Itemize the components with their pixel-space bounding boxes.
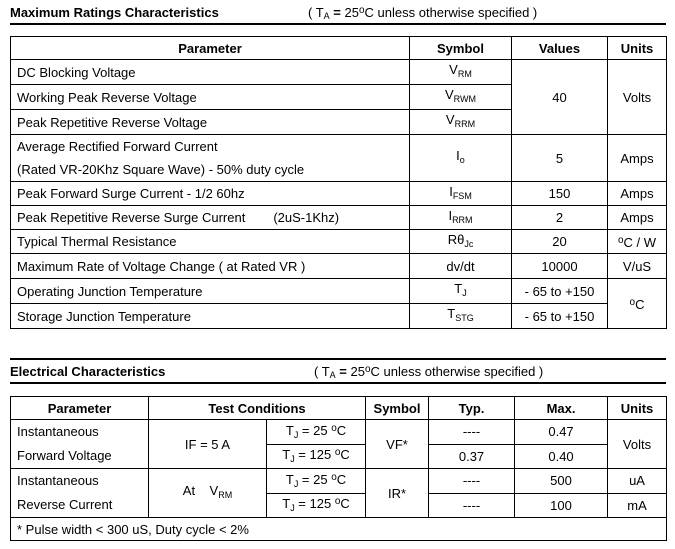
typ-cell: ----: [429, 469, 515, 494]
table-row: [11, 206, 667, 230]
max-ratings-rule: [10, 23, 666, 25]
symbol-cell: $V_{RM}$: [410, 60, 512, 85]
col-test-conditions: Test Conditions: [149, 397, 366, 420]
temp-cell: $T_J = 25$ $^o$C: [267, 469, 366, 494]
max-ratings-condition: ( TA = 25$^o$C unless otherwise specified ): [308, 5, 538, 21]
symbol-cell: $V_{RRM}$: [410, 110, 512, 135]
param-cell: Typical Thermal Resistance: [11, 230, 410, 254]
table-row: [11, 420, 667, 445]
footnote-row: [11, 518, 667, 541]
table-row: [11, 60, 667, 85]
footnote: * Pulse width < 300 uS, Duty cycle < 2%: [11, 518, 667, 541]
param-cell: Operating Junction Temperature: [11, 279, 410, 304]
symbol-cell-ir: IR*: [366, 469, 429, 518]
value-cell-voltage: 40: [512, 60, 608, 135]
symbol-cell: $R\theta_{Jc}$: [410, 230, 512, 254]
value-cell: 2: [512, 206, 608, 230]
col-parameter: Parameter: [11, 397, 149, 420]
max-cell: 0.47: [515, 420, 608, 445]
max-ratings-title: Maximum Ratings Characteristics: [10, 5, 219, 20]
typ-cell: 0.37: [429, 444, 515, 469]
unit-cell: Amps: [608, 135, 667, 182]
symbol-cell-vf: VF*: [366, 420, 429, 469]
max-ratings-header: [10, 5, 666, 21]
table-row: [11, 469, 667, 494]
param-cell: DC Blocking Voltage: [11, 60, 410, 85]
electrical-title: Electrical Characteristics: [10, 364, 166, 379]
col-typ: Typ.: [429, 397, 515, 420]
electrical-header-row: [11, 397, 667, 420]
symbol-cell: dv/dt: [410, 254, 512, 279]
electrical-top-rule: [10, 358, 666, 360]
col-symbol: Symbol: [410, 37, 512, 60]
col-max: Max.: [515, 397, 608, 420]
electrical-table: [10, 396, 667, 541]
max-ratings-header-row: [11, 37, 667, 60]
value-cell: - 65 to +150: [512, 304, 608, 329]
unit-cell-temp: $^o$C: [608, 279, 667, 329]
typ-cell: ----: [429, 420, 515, 445]
max-cell: 100: [515, 493, 608, 518]
value-cell: 5: [512, 135, 608, 182]
param-cell: Maximum Rate of Voltage Change ( at Rated VR ): [11, 254, 410, 279]
param-cell: Storage Junction Temperature: [11, 304, 410, 329]
temp-cell: $T_J = 125$ $^o$C: [267, 493, 366, 518]
value-cell: 10000: [512, 254, 608, 279]
symbol-cell: $T_{STG}$: [410, 304, 512, 329]
col-values: Values: [512, 37, 608, 60]
unit-cell: $^o$C / W: [608, 230, 667, 254]
col-symbol: Symbol: [366, 397, 429, 420]
col-units: Units: [608, 397, 667, 420]
param-cell: Average Rectified Forward Current (Rated VR-20Khz Square Wave) - 50% duty cycle: [11, 135, 410, 182]
table-row: [11, 279, 667, 304]
electrical-condition: ( TA = 25$^o$C unless otherwise specified ): [314, 364, 544, 380]
unit-cell: mA: [608, 493, 667, 518]
symbol-cell: $I_{RRM}$: [410, 206, 512, 230]
electrical-rule: [10, 382, 666, 384]
param-cell-vf: Instantaneous Forward Voltage: [11, 420, 149, 469]
table-row: [11, 135, 667, 182]
symbol-cell: $I_o$: [410, 135, 512, 182]
temp-cell: $T_J = 25$ $^o$C: [267, 420, 366, 445]
symbol-cell: $I_{FSM}$: [410, 182, 512, 206]
unit-cell: Amps: [608, 182, 667, 206]
table-row: [11, 304, 667, 329]
symbol-cell: $T_J$: [410, 279, 512, 304]
typ-cell: ----: [429, 493, 515, 518]
table-row: [11, 230, 667, 254]
electrical-header: [10, 364, 666, 380]
max-cell: 0.40: [515, 444, 608, 469]
unit-cell: Amps: [608, 206, 667, 230]
table-row: [11, 254, 667, 279]
unit-cell: uA: [608, 469, 667, 494]
param-cell: Peak Repetitive Reverse Surge Current (2uS-1Khz): [11, 206, 410, 230]
condition-cell-ir: At $V_{RM}$: [149, 469, 267, 518]
unit-cell-vf: Volts: [608, 420, 667, 469]
symbol-cell: $V_{RWM}$: [410, 85, 512, 110]
param-cell: Working Peak Reverse Voltage: [11, 85, 410, 110]
value-cell: 150: [512, 182, 608, 206]
col-parameter: Parameter: [11, 37, 410, 60]
unit-cell-voltage: Volts: [608, 60, 667, 135]
param-cell: Peak Forward Surge Current - 1/2 60hz: [11, 182, 410, 206]
unit-cell: V/uS: [608, 254, 667, 279]
param-cell-ir: Instantaneous Reverse Current: [11, 469, 149, 518]
col-units: Units: [608, 37, 667, 60]
value-cell: 20: [512, 230, 608, 254]
condition-cell-vf: IF = 5 A: [149, 420, 267, 469]
max-ratings-table: [10, 36, 667, 329]
max-cell: 500: [515, 469, 608, 494]
table-row: [11, 182, 667, 206]
param-cell: Peak Repetitive Reverse Voltage: [11, 110, 410, 135]
temp-cell: $T_J = 125$ $^o$C: [267, 444, 366, 469]
value-cell: - 65 to +150: [512, 279, 608, 304]
